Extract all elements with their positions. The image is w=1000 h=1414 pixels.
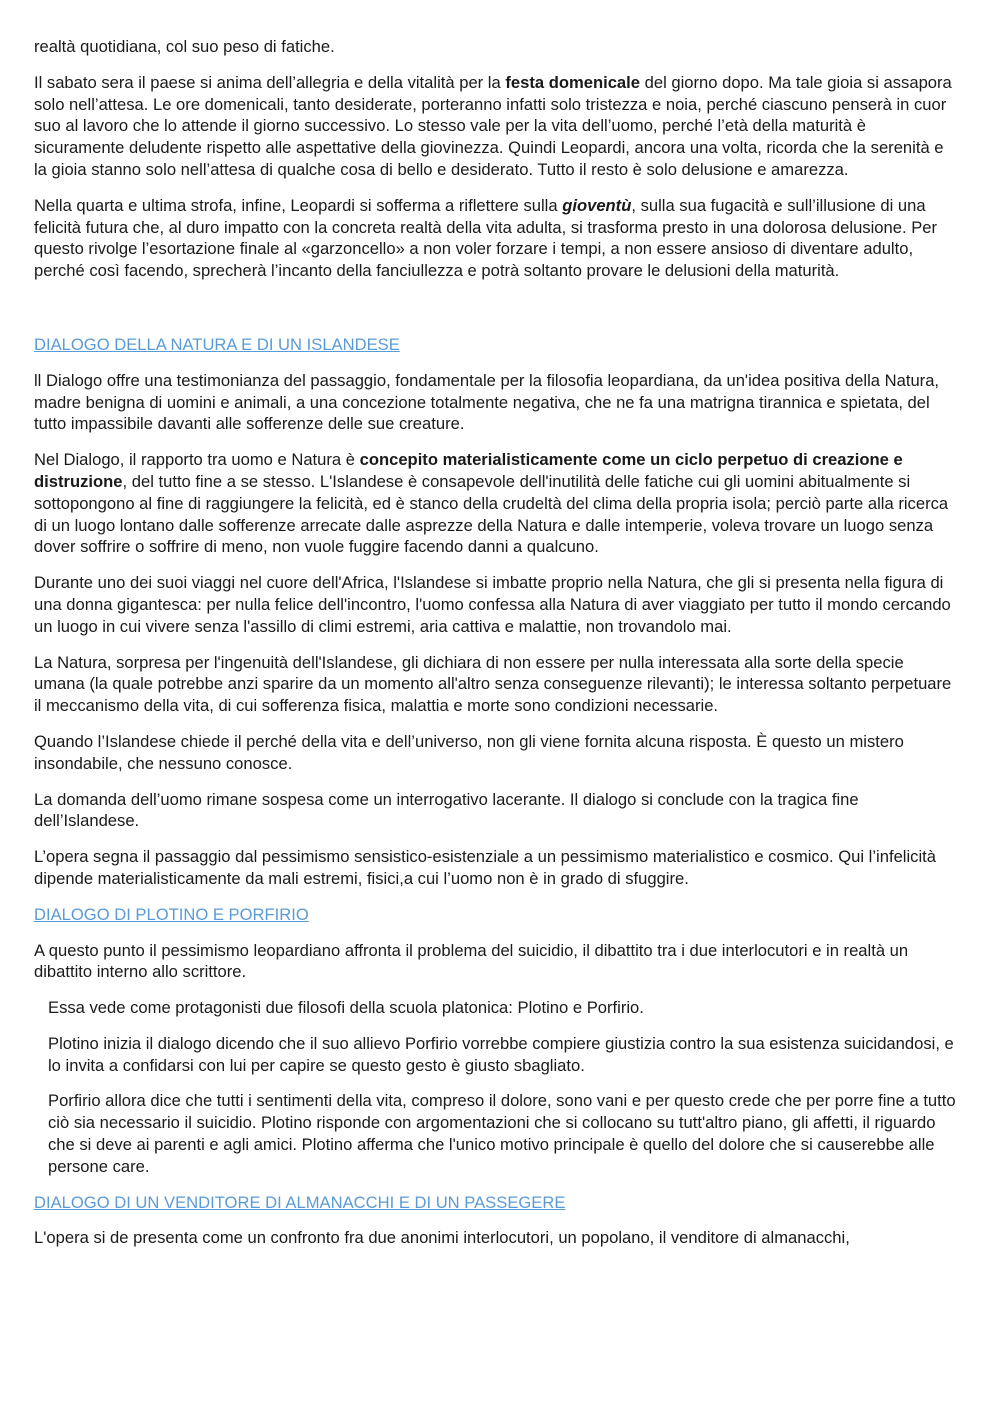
bold-italic-text-gioventu: gioventù	[562, 195, 632, 215]
paragraph-continuation: realtà quotidiana, col suo peso di fatiche.	[34, 37, 335, 56]
text-run: Nel Dialogo, il rapporto tra uomo e Natura è	[34, 450, 360, 470]
text-run: , del tutto fine a se stesso. L'Islandese è consapevole dell'inutilità delle fatiche cui gli uomini abitualmente si sottopongono al fine di raggiungere la felicità, ed è stanco della crudeltà del clima della propria isola; perciò parte alla ricerca di un luogo lontano dalle sofferenze arrecate dalle asprezze della Natura e dalle intemperie, voleva trovare un luogo senza dover soffrire o soffrire di meno, non vuole fuggire facendo danni a qualcuno.	[34, 471, 949, 557]
text-run: Il sabato sera il paese si anima dell’allegria e della vitalità per la	[34, 72, 506, 92]
paragraph-problema-suicidio: A questo punto il pessimismo leopardiano affronta il problema del suicidio, il dibattito tra i due interlocutori e in realtà un dibattito interno allo scrittore.	[34, 940, 909, 982]
paragraph-sabato-sera	[34, 72, 956, 181]
section-heading-natura-islandese[interactable]: DIALOGO DELLA NATURA E DI UN ISLANDESE	[34, 334, 400, 354]
paragraph-plotino-inizia: Plotino inizia il dialogo dicendo che il suo allievo Porfirio vorrebbe compiere giustizia contro la sua esistenza suicidandosi, e lo invita a confidarsi con lui per capire se questo gesto è giusto sbagliato.	[48, 1033, 954, 1075]
spacer	[34, 296, 956, 334]
paragraph-passaggio-pessimismo: L’opera segna il passaggio dal pessimismo sensistico-esistenziale a un pessimismo materialistico e cosmico. Qui l’infelicità dipende materialisticamente da mali estremi, fisici,a cui l’uomo non è in grado di sfuggire.	[34, 847, 936, 888]
paragraph-natura-sorpresa: La Natura, sorpresa per l'ingenuità dell'Islandese, gli dichiara di non essere per nulla interessata alla sorte della specie umana (la quale potrebbe anzi sparire da un momento all'altro senza conseguenze rilevanti); le interessa soltanto perpetuare il meccanismo della vita, di cui sofferenza fisica, malattia e morte sono condizioni necessarie.	[34, 652, 952, 716]
paragraph-quarta-strofa	[34, 195, 956, 282]
text-run: , sulla sua fugacità e sull’illusione di una felicità futura che, al duro impatto con la concreta realtà della vita adulta, si trasforma presto in una dolorosa delusione. Per questo rivolge l’esortazione finale al «garzoncello» a non voler forzare i tempi, a non essere ansioso di diventare adulto, perché così facendo, sprecherà l’incanto della fanciullezza e potrà soltanto provare le delusioni della maturità.	[34, 195, 938, 281]
text-run: del giorno dopo. Ma tale gioia si assapora solo nell’attesa. Le ore domenicali, tanto desiderate, porteranno infatti solo tristezza e noia, perché ciascuno penserà in cuor suo al lavoro che lo attende il giorno successivo. Lo stesso vale per la vita dell’uomo, perché l’età della maturità è sicuramente deludente rispetto alle aspettative della giovinezza. Quindi Leopardi, ancora una volta, ricorda che la serenità e la gioia stanno solo nell’attesa di qualche cosa di bello e desiderato. Tutto il resto è solo delusione e amarezza.	[34, 72, 952, 179]
bold-text-ciclo-perpetuo: concepito materialisticamente come un ciclo perpetuo di creazione e distruzione	[34, 450, 903, 491]
paragraph-protagonisti: Essa vede come protagonisti due filosofi della scuola platonica: Plotino e Porfirio.	[48, 998, 644, 1018]
bold-text-festa-domenicale: festa domenicale	[505, 72, 640, 92]
text-run: Nella quarta e ultima strofa, infine, Leopardi si sofferma a riflettere sulla	[34, 195, 563, 215]
paragraph-domanda-uomo: La domanda dell’uomo rimane sospesa come un interrogativo lacerante. Il dialogo si conclude con la tragica fine dell’Islandese.	[34, 789, 859, 831]
paragraph-porfirio-dice: Porfirio allora dice che tutti i sentimenti della vita, compreso il dolore, sono vani e per questo crede che per porre fine a tutto ciò sia necessario il suicidio. Plotino risponde con argomentazioni che si collocano su tutt'altro piano, gli affetti, il riguardo che si deve ai parenti e agli amici. Plotino afferma che l'unico motivo principale è quello del dolore che si causerebbe alle persone care.	[48, 1091, 956, 1176]
paragraph-opera-confronto: L'opera si de presenta come un confronto fra due anonimi interlocutori, un popolano, il venditore di almanacchi,	[34, 1228, 850, 1248]
paragraph-perche-vita: Quando l’Islandese chiede il perché della vita e dell’universo, non gli viene fornita alcuna risposta. È questo un mistero insondabile, che nessuno conosce.	[34, 731, 904, 773]
section-heading-venditore-almanacchi[interactable]: DIALOGO DI UN VENDITORE DI ALMANACCHI E DI UN PASSEGERE	[34, 1192, 566, 1212]
document-page	[34, 36, 956, 1263]
section-heading-plotino-porfirio[interactable]: DIALOGO DI PLOTINO E PORFIRIO	[34, 904, 309, 924]
paragraph-dialogo-testimonianza: ll Dialogo offre una testimonianza del passaggio, fondamentale per la filosofia leopardiana, da un'idea positiva della Natura, madre benigna di uomini e animali, a una concezione totalmente negativa, che ne fa una matrigna tirannica e spietata, del tutto impassibile davanti alle sofferenze delle sue creature.	[34, 370, 940, 434]
paragraph-rapporto-uomo-natura	[34, 449, 956, 558]
paragraph-viaggi-africa: Durante uno dei suoi viaggi nel cuore dell'Africa, l'Islandese si imbatte proprio nella Natura, che gli si presenta nella figura di una donna gigantesca: per nulla felice dell'incontro, l'uomo confessa alla Natura di aver viaggiato per tutto il mondo cercando un luogo in cui vivere senza l'assillo di climi estremi, aria cattiva e malattie, non trovandolo mai.	[34, 573, 951, 636]
